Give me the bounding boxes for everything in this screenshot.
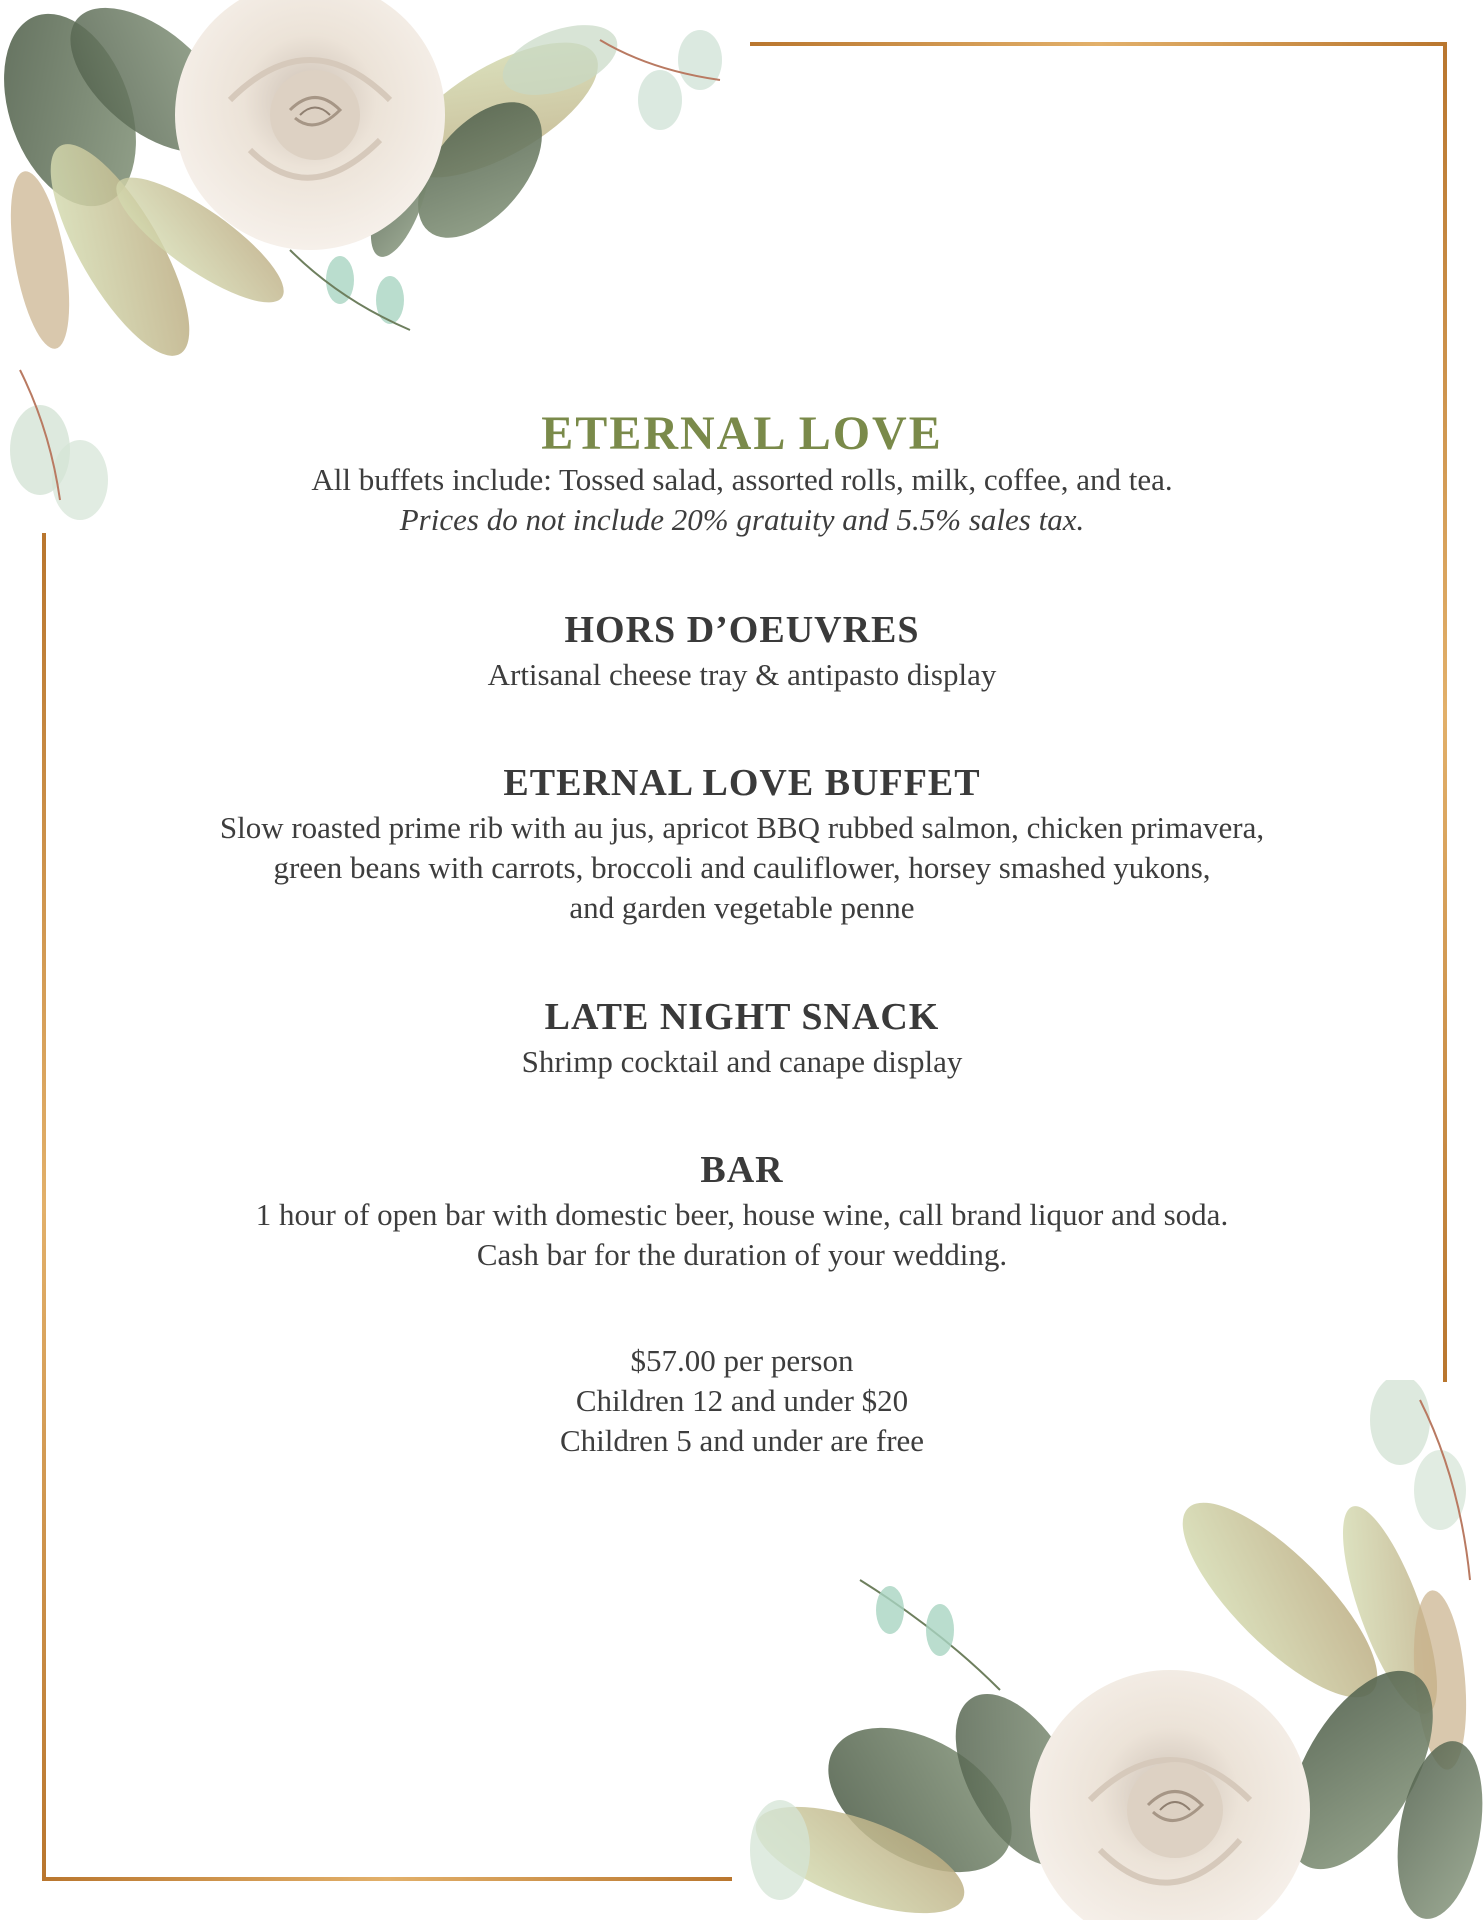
section-line: green beans with carrots, broccoli and cauliflower, horsey smashed yukons, bbox=[273, 850, 1211, 885]
price-children-5: Children 5 and under are free bbox=[559, 1423, 925, 1458]
section-line: Cash bar for the duration of your wedding. bbox=[476, 1237, 1008, 1272]
section-line: and garden vegetable penne bbox=[569, 890, 915, 925]
section-heading-hors-doeuvres: HORS D’OEUVRES bbox=[564, 609, 920, 651]
section-heading-bar: BAR bbox=[700, 1149, 784, 1191]
menu-title: ETERNAL LOVE bbox=[541, 407, 943, 460]
price-per-person: $57.00 per person bbox=[630, 1343, 854, 1378]
section-line: Slow roasted prime rib with au jus, apricot BBQ rubbed salmon, chicken primavera, bbox=[219, 810, 1265, 845]
floral-decoration-bottom-right bbox=[740, 1380, 1484, 1920]
section-line: 1 hour of open bar with domestic beer, house wine, call brand liquor and soda. bbox=[255, 1197, 1229, 1232]
menu-note: Prices do not include 20% gratuity and 5.5% sales tax. bbox=[399, 502, 1085, 537]
section-line: Artisanal cheese tray & antipasto display bbox=[487, 657, 997, 692]
price-children-12: Children 12 and under $20 bbox=[575, 1383, 909, 1418]
section-heading-late-night-snack: LATE NIGHT SNACK bbox=[544, 996, 940, 1038]
section-line: Shrimp cocktail and canape display bbox=[521, 1044, 963, 1079]
frame-top-line bbox=[750, 42, 1447, 46]
menu-intro: All buffets include: Tossed salad, assorted rolls, milk, coffee, and tea. bbox=[311, 462, 1173, 497]
frame-bottom-line bbox=[42, 1877, 732, 1881]
section-heading-buffet: ETERNAL LOVE BUFFET bbox=[503, 762, 981, 804]
